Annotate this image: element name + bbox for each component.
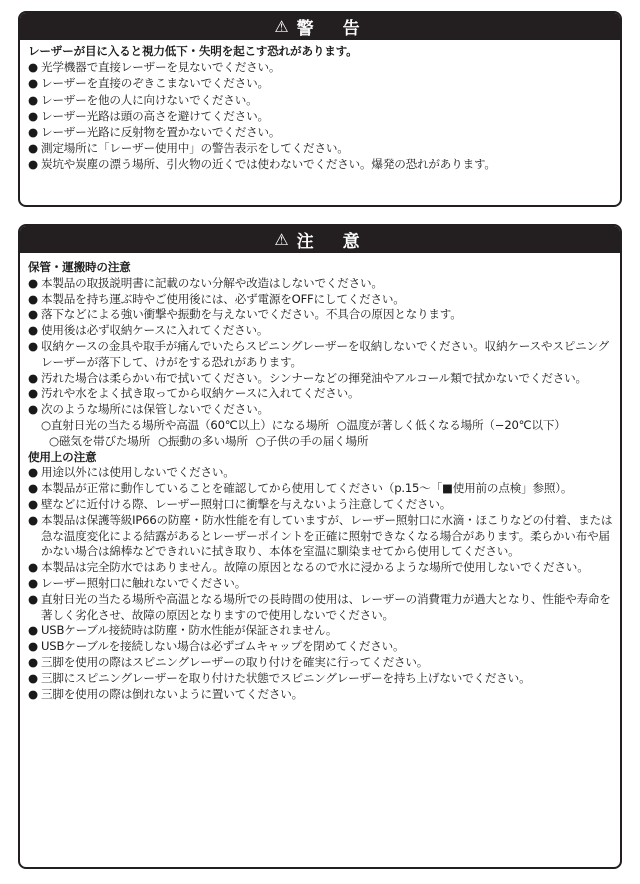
- warning-header: [20, 13, 620, 40]
- warning-triangle-icon: ⚠: [274, 17, 289, 36]
- caution-item: ● 用途以外には使用しないでください。: [28, 465, 235, 480]
- warning-title: 警 告: [296, 19, 366, 39]
- caution-item: ● 本製品の取扱説明書に記載のない分解や改造はしないでください。: [28, 275, 383, 290]
- caution-item: ● USBケーブル接続時は防塵・防水性能が保証されません。: [28, 623, 338, 638]
- caution-item: ● 本製品を持ち運ぶ時やご使用後には、必ず電源をOFFにしてください。: [28, 291, 405, 306]
- caution-item: ● 使用後は必ず収納ケースに入れてください。: [28, 323, 269, 338]
- caution-item: ● 三脚にスピニングレーザーを取り付けた状態でスピニングレーザーを持ち上げないでください。: [28, 670, 531, 685]
- caution-item: ● USBケーブルを接続しない場合は必ずゴムキャップを閉めてください。: [28, 639, 405, 654]
- warning-item: ● レーザーを直接のぞきこまないでください。: [28, 76, 269, 91]
- warning-item: ● レーザー光路に反射物を置かないでください。: [28, 125, 281, 140]
- caution-body: [20, 253, 620, 702]
- storage-places-list: [28, 418, 613, 450]
- storage-place: ○温度が著しく低くなる場所（−20℃以下）: [336, 417, 566, 432]
- caution-item: ● 直射日光の当たる場所や高温となる場所での長時間の使用は、レーザーの消費電力が過大となり、性能や寿命を著しく劣化させ、故障の原因となりますので使用しないでください。: [28, 591, 611, 622]
- caution-item: ● 収納ケースの金具や取手が痛んでいたらスピニングレーザーを収納しないでください。収納ケースやスピニングレーザーが落下して、けがをする恐れがあります。: [28, 338, 610, 369]
- warning-item: ● 炭坑や炭塵の漂う場所、引火物の近くでは使わないでください。爆発の恐れがあります。: [28, 157, 496, 172]
- storage-place: ○振動の多い場所: [158, 433, 248, 448]
- caution-title: 注 意: [296, 232, 366, 252]
- caution-item: ● 本製品は完全防水ではありません。故障の原因となるので水に浸かるような場所で使用しないでください。: [28, 560, 589, 575]
- caution-item: ● 汚れた場合は柔らかい布で拭いてください。シンナーなどの揮発油やアルコール類で拭かないでください。: [28, 370, 587, 385]
- usage-section-heading: 使用上の注意: [28, 449, 97, 464]
- caution-item: ● 三脚を使用の際はスピニングレーザーの取り付けを確実に行ってください。: [28, 654, 429, 669]
- warning-item: ● レーザーを他の人に向けないでください。: [28, 92, 258, 107]
- caution-item: ● 次のような場所には保管しないでください。: [28, 402, 269, 417]
- warning-item: ● 光学機器で直接レーザーを見ないでください。: [28, 60, 281, 75]
- caution-item: ● 本製品が正常に動作していることを確認してから使用してください（p.15〜「■使用前の点検」参照）。: [28, 481, 573, 496]
- caution-box: [18, 224, 622, 869]
- storage-place: ○直射日光の当たる場所や高温（60℃以上）になる場所: [41, 417, 329, 432]
- storage-place: ○磁気を帯びた場所: [49, 433, 151, 448]
- caution-header: [20, 226, 620, 253]
- storage-place: ○子供の手の届く場所: [255, 433, 369, 448]
- caution-item: ● 壁などに近付ける際、レーザー照射口に衝撃を与えないよう注意してください。: [28, 496, 452, 511]
- warning-item: ● 測定場所に「レーザー使用中」の警告表示をしてください。: [28, 141, 349, 156]
- caution-item: ● 汚れや水をよく拭き取ってから収納ケースに入れてください。: [28, 386, 360, 401]
- warning-box: [18, 11, 622, 207]
- warning-triangle-icon: ⚠: [274, 230, 289, 249]
- caution-item: ● 三脚を使用の際は倒れないように置いてください。: [28, 686, 304, 701]
- caution-item: ● レーザー照射口に触れないでください。: [28, 575, 247, 590]
- caution-item: ● 落下などによる強い衝撃や振動を与えないでください。不具合の原因となります。: [28, 307, 462, 322]
- warning-body: [20, 40, 620, 173]
- storage-section-heading: 保管・運搬時の注意: [28, 260, 131, 274]
- warning-item: ● レーザー光路は頭の高さを避けてください。: [28, 108, 269, 123]
- warning-lead: レーザーが目に入ると視力低下・失明を起こす恐れがあります。: [28, 44, 358, 58]
- caution-item: ● 本製品は保護等級IP66の防塵・防水性能を有していますが、レーザー照射口に水滴・ほこりなどの付着、または急な温度変化による結露があるとレーザーポイントを正確に照射できなくなる場合があります。柔らかい布や届かない場合は綿棒などできれいに拭き取り、本体を室温に馴染ませてから使用してください。: [28, 512, 613, 559]
